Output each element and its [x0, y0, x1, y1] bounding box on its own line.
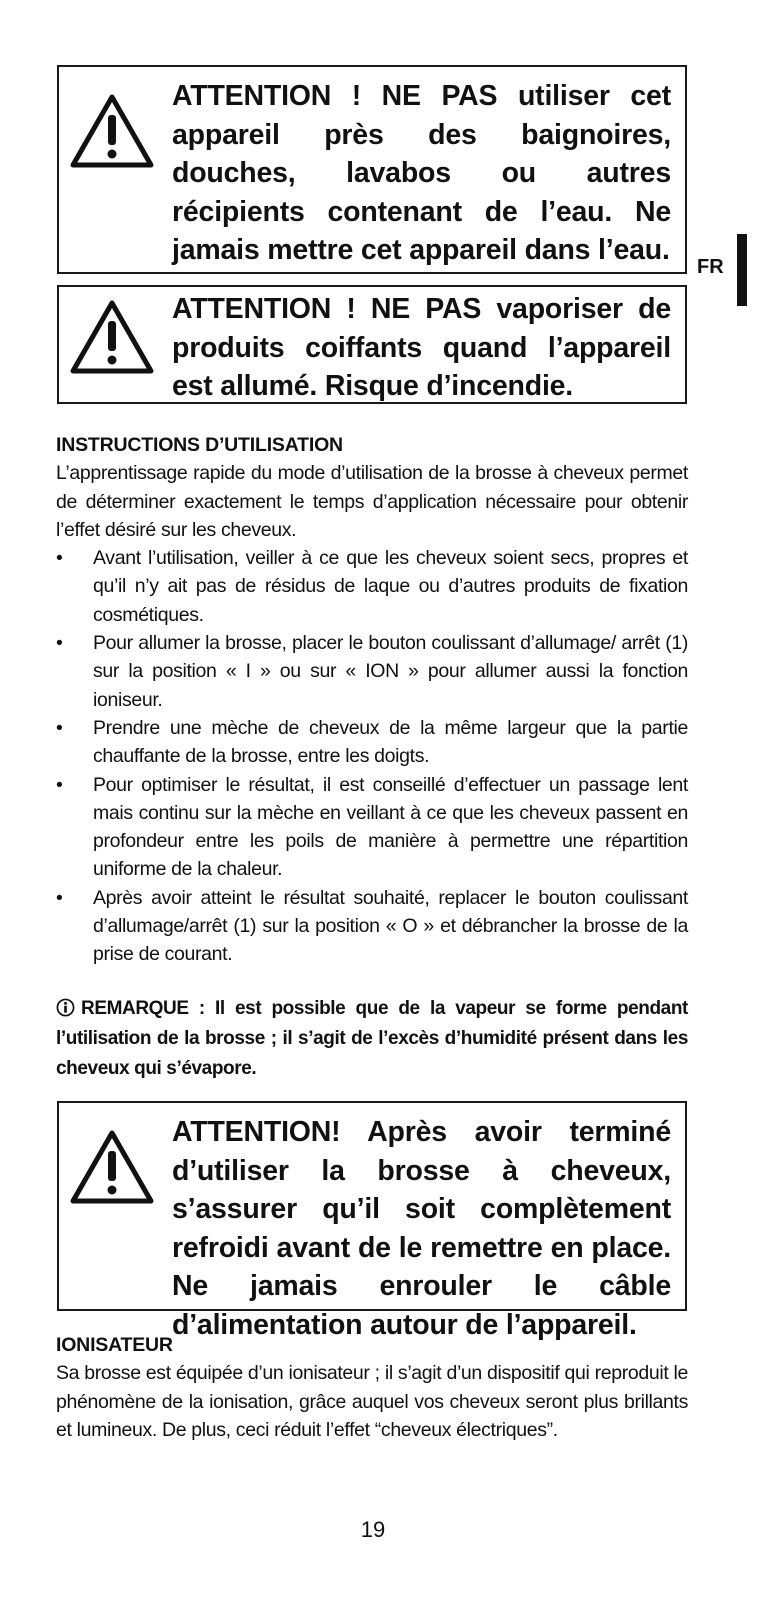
- ionizer-heading: IONISATEUR: [56, 1334, 173, 1356]
- warning-text: ATTENTION ! NE PAS vaporiser de produits coiffants quand l’appareil est allumé. Risque d’incendie.: [172, 293, 671, 402]
- list-item-text: Pour allumer la brosse, placer le bouton coulissant d’allumage/ arrêt (1) sur la position « I » ou sur « ION » pour allumer aussi la fonction ioniseur.: [93, 632, 688, 711]
- bullet-symbol: •: [56, 547, 63, 570]
- bullet-symbol: •: [56, 632, 63, 655]
- list-item-text: Prendre une mèche de cheveux de la même largeur que la partie chauffante de la brosse, entre les doigts.: [93, 716, 688, 768]
- list-item: [56, 544, 688, 629]
- note-paragraph: [56, 994, 688, 1084]
- warning-box-water: [57, 65, 687, 274]
- warning-text: ATTENTION ! NE PAS utiliser cet appareil près des baignoires, douches, lavabos ou autres récipients contenant de l’eau. Ne jamais mettre cet appareil dans l’eau.: [172, 80, 671, 266]
- list-item: [56, 771, 688, 884]
- list-item-text: Avant l’utilisation, veiller à ce que les cheveux soient secs, propres et qu’il n’y ait pas de résidus de laque ou d’autres produits de fixation cosmétiques.: [93, 547, 688, 626]
- list-item: [56, 714, 688, 771]
- note-text: REMARQUE : Il est possible que de la vapeur se forme pendant l’utilisation de la brosse ; il s’agit de l’excès d’humidité présent dans les cheveux qui s’évapore.: [56, 998, 688, 1079]
- instructions-section: [56, 431, 688, 969]
- warning-box-spray: [57, 285, 687, 404]
- instructions-heading: INSTRUCTIONS D’UTILISATION: [56, 434, 343, 456]
- warning-box-cooldown: [57, 1101, 687, 1341]
- bullet-symbol: •: [56, 773, 63, 796]
- bullet-symbol: •: [56, 716, 63, 739]
- list-item-text: Pour optimiser le résultat, il est conseillé d’effectuer un passage lent mais continu sur la mèche en veillant à ce que les cheveux passent en profondeur entre les poils de manière à permettre une répartition uniforme de la chaleur.: [93, 773, 688, 881]
- warning-triangle-icon: [69, 1129, 155, 1205]
- warning-text: ATTENTION! Après avoir terminé d’utiliser la brosse à cheveux, s’assurer qu’il soit complètement refroidi avant de le remettre en place. Ne jamais enrouler le câble d’alimentation autour de l’appareil.: [172, 1116, 671, 1341]
- ionizer-text: Sa brosse est équipée d’un ionisateur ; il s’agit d’un dispositif qui reproduit le phénomène de la ionisation, grâce auquel vos cheveux seront plus brillants et lumineux. De plus, ceci réduit l’effet “cheveux électriques”.: [56, 1362, 688, 1441]
- language-tab: FR: [697, 256, 724, 278]
- ionizer-section: [56, 1331, 688, 1444]
- instructions-list: [56, 544, 688, 968]
- page-number: 19: [360, 1517, 386, 1542]
- info-icon: [56, 998, 75, 1017]
- list-item: [56, 884, 688, 969]
- list-item-text: Après avoir atteint le résultat souhaité, replacer le bouton coulissant d’allumage/arrêt (1) sur la position « O » et débrancher la brosse de la prise de courant.: [93, 886, 688, 966]
- list-item: [56, 629, 688, 714]
- warning-triangle-icon: [69, 299, 155, 375]
- bullet-symbol: •: [56, 886, 63, 909]
- instructions-intro: L’apprentissage rapide du mode d’utilisation de la brosse à cheveux permet de déterminer exactement le temps d’application nécessaire pour obtenir l’effet désiré sur les cheveux.: [56, 462, 688, 541]
- language-tab-marker: [737, 234, 747, 306]
- warning-triangle-icon: [69, 93, 155, 169]
